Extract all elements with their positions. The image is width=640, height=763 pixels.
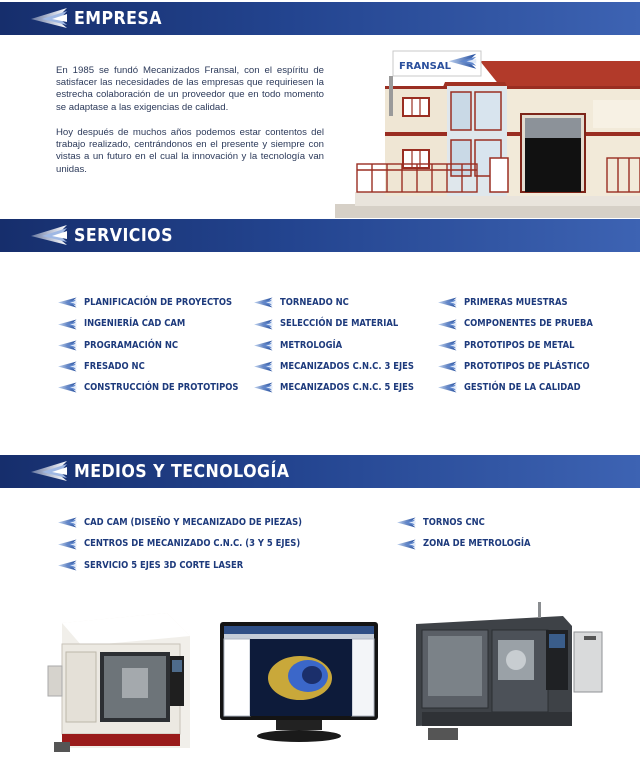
technology-item [57, 555, 344, 576]
section-header-empresa [0, 2, 640, 35]
technology-item [396, 533, 551, 554]
section-header-servicios [0, 219, 640, 252]
service-item [437, 292, 617, 313]
section-title-servicios: SERVICIOS [74, 225, 173, 246]
fransal-wing-bullet-icon [57, 382, 77, 393]
technology-list-column-1 [57, 512, 344, 576]
fransal-wing-bullet-icon [253, 340, 273, 351]
service-label: MECANIZADOS C.N.C. 3 EJES [280, 361, 414, 372]
service-item [57, 313, 268, 334]
service-item [57, 335, 268, 356]
fransal-wing-bullet-icon [437, 361, 457, 372]
cnc-lathe-image [408, 602, 618, 754]
service-item [253, 313, 439, 334]
service-item [57, 377, 268, 398]
technology-item [396, 512, 551, 533]
technology-item [57, 512, 344, 533]
service-item [253, 335, 439, 356]
fransal-wing-bullet-icon [57, 297, 77, 308]
fransal-wing-bullet-icon [57, 539, 77, 550]
fransal-wing-bullet-icon [437, 340, 457, 351]
service-item [253, 377, 439, 398]
technology-label: ZONA DE METROLOGÍA [423, 538, 531, 550]
service-label: PROTOTIPOS DE METAL [464, 339, 575, 351]
fransal-wing-bullet-icon [253, 382, 273, 393]
intro-paragraph-2: Hoy después de muchos años podemos estar contentos del trabajo realizado, centrándonos en el presente y siempre con vistas a un futuro en el cual la innovación y la tecnología van unidas. [56, 127, 324, 175]
fransal-wing-logo-icon [26, 224, 68, 246]
service-label: PROTOTIPOS DE PLÁSTICO [464, 361, 590, 372]
technology-label: CENTROS DE MECANIZADO C.N.C. (3 Y 5 EJES) [84, 538, 301, 550]
service-label: COMPONENTES DE PRUEBA [464, 318, 593, 330]
service-item [437, 356, 617, 377]
fransal-wing-bullet-icon [253, 297, 273, 308]
service-item [437, 335, 617, 356]
service-label: MECANIZADOS C.N.C. 5 EJES [280, 382, 414, 394]
fransal-wing-bullet-icon [437, 319, 457, 330]
technology-label: TORNOS CNC [423, 517, 485, 529]
service-label: PRIMERAS MUESTRAS [464, 297, 568, 309]
service-label: TORNEADO NC [280, 297, 349, 309]
company-building-illustration [335, 46, 640, 218]
service-item [437, 377, 617, 398]
building-sign-text: FRANSAL [399, 61, 451, 72]
services-list-column-3 [437, 292, 617, 398]
service-label: METROLOGÍA [280, 339, 343, 351]
fransal-wing-bullet-icon [437, 297, 457, 308]
fransal-wing-bullet-icon [57, 560, 77, 571]
technology-label: CAD CAM (DISEÑO Y MECANIZADO DE PIEZAS) [84, 517, 303, 529]
fransal-wing-bullet-icon [396, 539, 416, 550]
fransal-wing-logo-icon [26, 460, 68, 482]
fransal-wing-bullet-icon [57, 340, 77, 351]
fransal-wing-bullet-icon [57, 517, 77, 528]
technology-label: SERVICIO 5 EJES 3D CORTE LASER [84, 559, 244, 571]
service-item [437, 313, 617, 334]
section-title-medios: MEDIOS Y TECNOLOGÍA [74, 461, 290, 482]
service-label: SELECCIÓN DE MATERIAL [280, 318, 399, 330]
section-header-medios [0, 455, 640, 488]
service-label: FRESADO NC [84, 361, 145, 372]
service-label: INGENIERÍA CAD CAM [84, 318, 186, 330]
intro-paragraph-1: En 1985 se fundó Mecanizados Fransal, con el espíritu de satisfacer las necesidades de las empresas que requiriesen la estrecha colaboración de un proveedor que en todo momento se adaptase a las exigencias de calidad. [56, 65, 324, 113]
service-item [57, 356, 268, 377]
fransal-wing-bullet-icon [253, 319, 273, 330]
cad-cam-monitor-image [218, 620, 380, 744]
fransal-wing-bullet-icon [57, 361, 77, 372]
fransal-wing-bullet-icon [253, 361, 273, 372]
technology-item [57, 533, 344, 554]
technology-list-column-2 [396, 512, 551, 555]
fransal-wing-logo-icon [26, 7, 68, 29]
fransal-wing-bullet-icon [437, 382, 457, 393]
service-label: PROGRAMACIÓN NC [84, 339, 179, 351]
service-label: GESTIÓN DE LA CALIDAD [464, 382, 581, 394]
service-item [57, 292, 268, 313]
section-title-empresa: EMPRESA [74, 8, 162, 29]
service-label: CONSTRUCCIÓN DE PROTOTIPOS [84, 382, 239, 394]
services-list-column-2 [253, 292, 439, 398]
machining-center-image [42, 608, 202, 758]
service-item [253, 292, 439, 313]
fransal-wing-bullet-icon [57, 319, 77, 330]
fransal-wing-bullet-icon [396, 517, 416, 528]
service-label: PLANIFICACIÓN DE PROYECTOS [84, 297, 233, 309]
service-item [253, 356, 439, 377]
services-list-column-1 [57, 292, 268, 398]
